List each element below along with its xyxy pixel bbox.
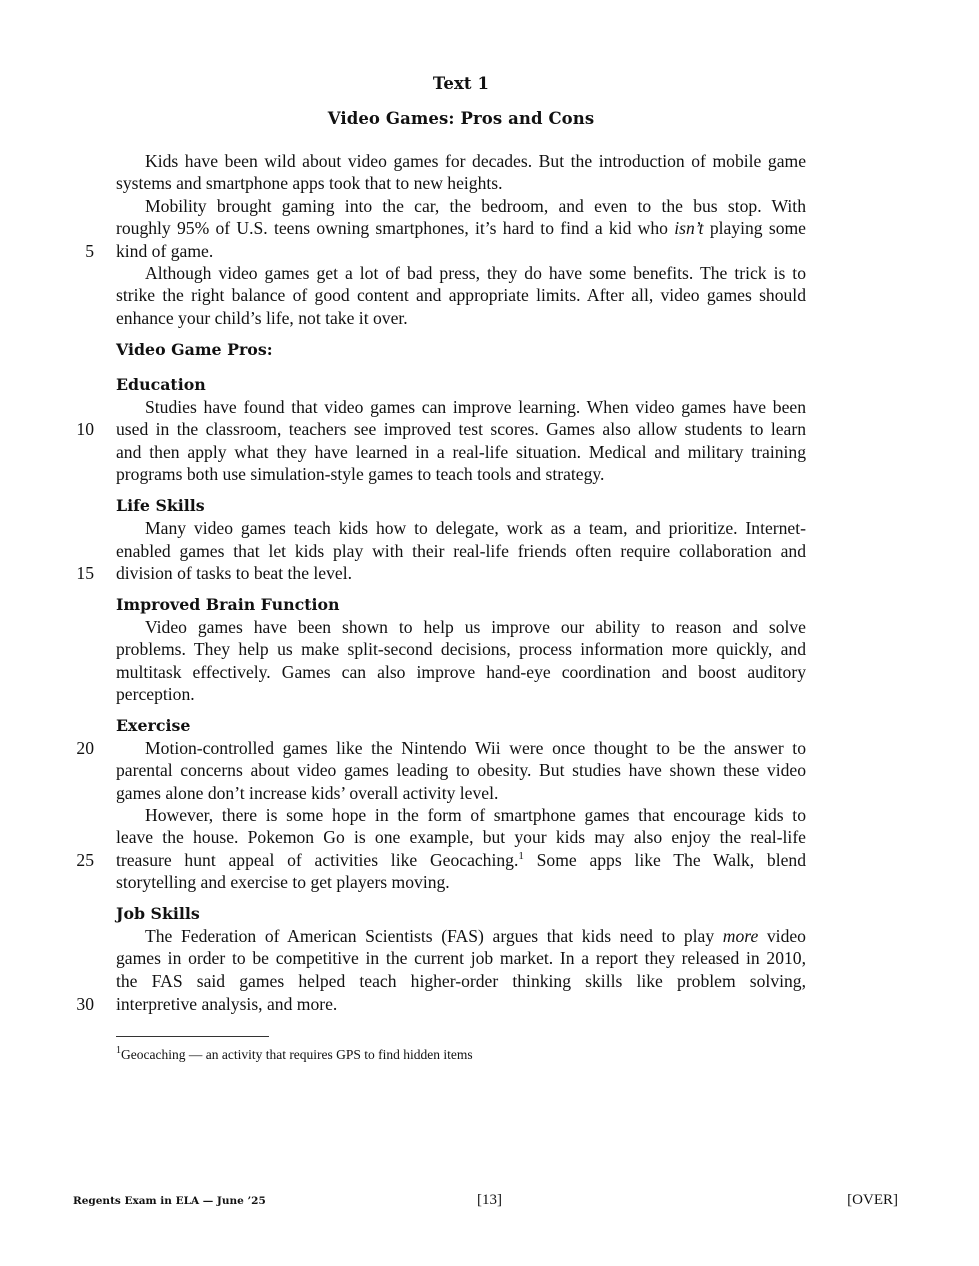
text-line: Although video games get a lot of bad press, they do have some benefits. The trick is to: [145, 263, 806, 283]
text-line: Video games have been shown to help us improve our ability to reason and solve: [145, 617, 806, 637]
line-number: 20: [76, 738, 94, 758]
text-line: perception.: [116, 684, 195, 704]
text-line: systems and smartphone apps took that to new heights.: [116, 173, 503, 193]
footnote-marker: 1: [116, 1045, 121, 1056]
text-line: Studies have found that video games can improve learning. When video games have been: [145, 397, 806, 417]
text-segment: Some apps like The Walk, blend: [523, 850, 806, 870]
text-line: leave the house. Pokemon Go is one example, but your kids may also enjoy the real-life: [116, 827, 806, 847]
text-line: multitask effectively. Games can also improve hand-eye coordination and boost auditory: [116, 662, 806, 682]
text-line: [116, 217, 806, 239]
subheading-exercise: Exercise: [116, 716, 191, 735]
subheading-education: Education: [116, 375, 206, 394]
text-line: the FAS said games helped teach higher-order thinking skills like problem solving,: [116, 971, 806, 991]
line-number: 30: [76, 994, 94, 1014]
footnote-text: Geocaching — an activity that requires GPS to find hidden items: [121, 1047, 473, 1062]
line-number: 10: [76, 419, 94, 439]
footnote: [116, 1040, 473, 1062]
text-segment: The Federation of American Scientists (FAS) argues that kids need to play: [145, 926, 723, 946]
text-line: used in the classroom, teachers see improved test scores. Games also allow students to learn: [116, 419, 806, 439]
italic-emphasis: more: [722, 926, 759, 946]
footer-page-number: [13]: [477, 1192, 502, 1208]
text-line: and then apply what they have learned in a real-life situation. Medical and military training: [116, 442, 806, 462]
text-line: [116, 849, 806, 871]
italic-emphasis: isn’t: [674, 218, 704, 238]
text-line: Kids have been wild about video games for decades. But the introduction of mobile game: [145, 151, 806, 171]
line-number: 5: [85, 241, 94, 261]
text-line: enhance your child’s life, not take it over.: [116, 308, 408, 328]
text-line: However, there is some hope in the form of smartphone games that encourage kids to: [145, 805, 806, 825]
text-line: storytelling and exercise to get players moving.: [116, 872, 450, 892]
text-line: [145, 925, 806, 947]
text-segment: playing some: [703, 218, 806, 238]
subheading-brain-function: Improved Brain Function: [116, 595, 340, 614]
line-number: 25: [76, 850, 94, 870]
footer-exam-name: Regents Exam in ELA — June ’25: [73, 1195, 266, 1207]
text-line: problems. They help us make split-second decisions, process information more quickly, and: [116, 639, 806, 659]
footnote-reference: 1: [518, 850, 524, 862]
text-line: Mobility brought gaming into the car, the bedroom, and even to the bus stop. With: [145, 196, 806, 216]
text-line: strike the right balance of good content and appropriate limits. After all, video games should: [116, 285, 806, 305]
footer-over: [OVER]: [847, 1192, 898, 1208]
subheading-life-skills: Life Skills: [116, 496, 205, 515]
text-label: Text 1: [432, 74, 490, 93]
text-line: kind of game.: [116, 241, 214, 261]
passage-title: Video Games: Pros and Cons: [327, 109, 595, 128]
text-segment: treasure hunt appeal of activities like Geocaching.: [116, 850, 519, 870]
text-line: Many video games teach kids how to delegate, work as a team, and prioritize. Internet-: [145, 518, 806, 538]
text-line: programs both use simulation-style games to teach tools and strategy.: [116, 464, 605, 484]
text-line: Motion-controlled games like the Nintendo Wii were once thought to be the answer to: [145, 738, 806, 758]
text-line: parental concerns about video games leading to obesity. But studies have shown these video: [116, 760, 806, 780]
text-line: enabled games that let kids play with their real-life friends often require collaboration and: [116, 541, 806, 561]
section-heading-pros: Video Game Pros:: [116, 340, 273, 359]
text-line: games in order to be competitive in the current job market. In a report they released in 2010,: [116, 948, 806, 968]
text-line: division of tasks to beat the level.: [116, 563, 353, 583]
text-segment: video: [758, 926, 806, 946]
subheading-job-skills: Job Skills: [116, 904, 200, 923]
line-number: 15: [76, 563, 94, 583]
text-line: games alone don’t increase kids’ overall activity level.: [116, 783, 499, 803]
text-segment: roughly 95% of U.S. teens owning smartphones, it’s hard to find a kid who: [116, 218, 675, 238]
text-line: interpretive analysis, and more.: [116, 994, 338, 1014]
footnote-divider: [116, 1036, 269, 1037]
